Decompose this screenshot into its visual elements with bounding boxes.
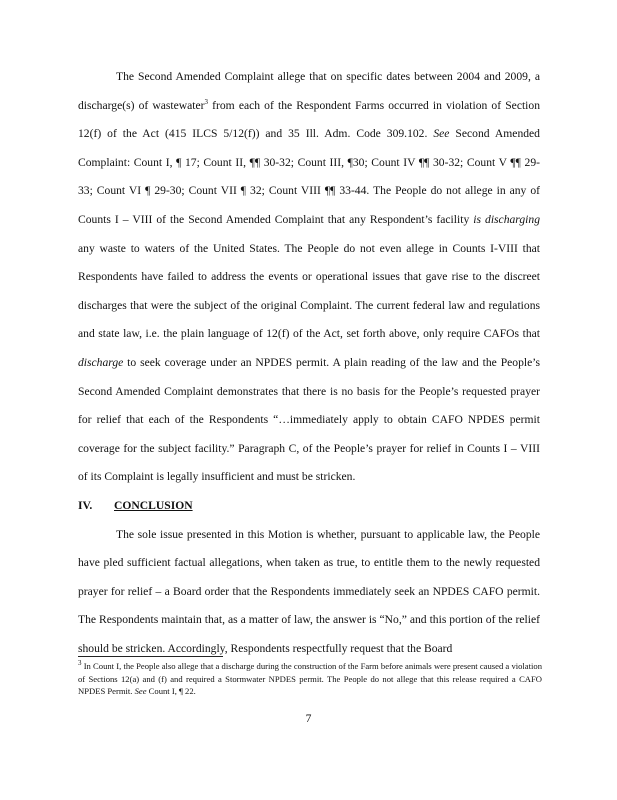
footnote-divider xyxy=(78,656,223,657)
citation-signal: See xyxy=(134,686,147,697)
section-number: IV. xyxy=(78,498,93,512)
page-number: 7 xyxy=(305,712,312,725)
footnote-3 xyxy=(78,660,542,698)
text-run: to seek coverage under an NPDES permit. A plain reading of the law and the People’s Second Amended Complaint demonstrates that there is no basis for the People’s requested prayer for relief that each of the Respondents “…immediately apply to obtain CAFO NPDES permit coverage for the subject facility.” Paragraph C, of the People’s prayer for relief in Counts I – VIII of its Complaint is legally insufficient and must be stricken. xyxy=(78,355,540,484)
footnote-reference: 3 xyxy=(204,97,209,106)
paragraph-allegations xyxy=(78,63,540,492)
paragraph-conclusion: The sole issue presented in this Motion is whether, pursuant to applicable law, the People have pled sufficient factual allegations, when taken as true, to entitle them to the newly requested prayer for relief – a Board order that the Respondents immediately seek an NPDES CAFO permit. The Respondents maintain that, as a matter of law, the answer is “No,” and this portion of the relief should be stricken. Accordingly, Respondents respectfully request that the Board xyxy=(78,527,540,655)
text-run: from each of the Respondent Farms occurred in violation of Section 12(f) of the Act (415 ILCS 5/12(f)) and 35 Ill. Adm. Code 309.102. xyxy=(78,98,541,141)
emphasis-discharging: discharging xyxy=(485,212,540,226)
text-run: any waste to waters of the United States. The People do not even allege in Counts I-VIII that Respondents have failed to address the events or operational issues that gave rise to the discreet discharges that were the subject of the original Complaint. The current federal law and regulations and state law, i.e. the plain language of 12(f) of the Act, set forth above, only require CAFOs that xyxy=(78,241,540,341)
footnote-text: Count I, ¶ 22. xyxy=(146,686,196,697)
citation-signal: See xyxy=(433,127,450,141)
footnote-marker: 3 xyxy=(78,659,82,668)
text-run: The Second Amended Complaint allege that on specific dates between 2004 and 2009, a discharge(s) of wastewater xyxy=(78,70,540,112)
footnotes xyxy=(78,660,542,698)
footnote-text: In Count I, the People also allege that a discharge during the construction of the Farm before animals were present caused a violation of Sections 12(a) and (f) and required a Stormwater NPDES permit. The People do not allege that this release required a CAFO NPDES Permit. xyxy=(78,661,542,697)
body-text xyxy=(78,63,540,663)
section-title: CONCLUSION xyxy=(114,498,193,512)
emphasis-is: is xyxy=(473,212,481,226)
emphasis-discharge: discharge xyxy=(78,355,124,369)
section-heading xyxy=(78,492,540,521)
text-run: Second Amended Complaint: Count I, ¶ 17; Count II, ¶¶ 30-32; Count III, ¶30; Count IV ¶¶ 30-32; Count V ¶¶ 29-33; Count VI ¶ 29-30; Count VII ¶ 32; Count VIII ¶¶ 33-44. The People do not allege in any of Counts I – VIII of the Second Amended Complaint that any Respondent’s facility xyxy=(78,127,540,226)
